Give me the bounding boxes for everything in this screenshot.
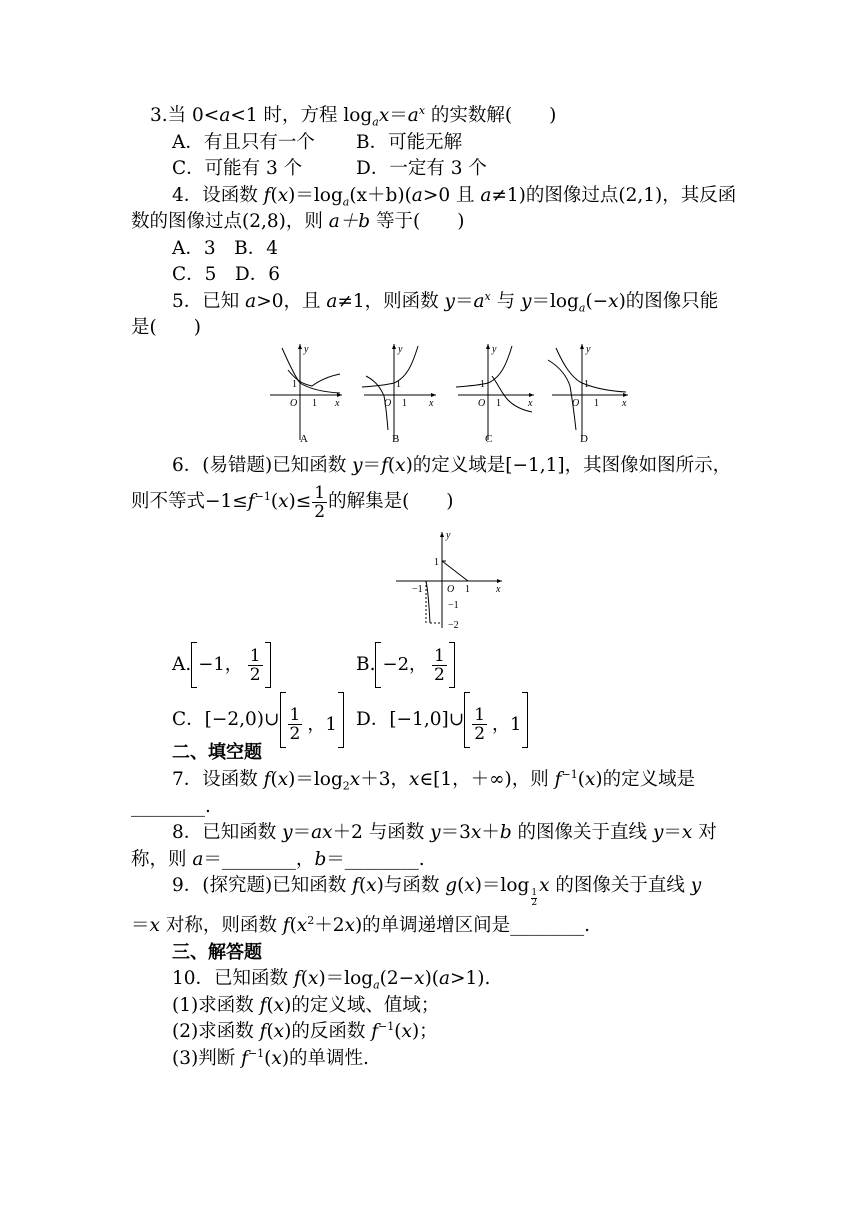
q5-graph-d [548, 344, 628, 445]
q5-a-y1: 1 [292, 379, 297, 390]
q5-a-y-label: y [304, 344, 309, 355]
q5-c-x1: 1 [496, 398, 501, 409]
q3-option-b: B．可能无解 [356, 132, 463, 153]
q5-d-x-label: x [622, 398, 627, 409]
q5-a-x-label: x [335, 398, 340, 409]
q6-graph-ym2: −2 [448, 620, 459, 631]
q9-stem-line2: ＝x 对称，则函数 $f(x^2+2x)$的单调递增区间是________. [131, 913, 591, 936]
q5-a-origin: O [290, 398, 298, 409]
q6-stem-line1: 6．(易错题)已知函数 y＝f(x)的定义域是[−1,1]，其图像如图所示， [172, 455, 732, 476]
q5-d-x1: 1 [594, 398, 599, 409]
q5-d-label: D [580, 433, 588, 445]
q4-stem-line1: 4．设函数 $f(x)=\log_a(x+b)(a>0$ 且 a≠1)的图像过点(2,1)，其反函 [172, 185, 737, 209]
q6-option-c: C．[−2,0)∪ $\frac{1}{2}$ ，1 [172, 692, 344, 748]
q5-c-x-label: x [528, 398, 533, 409]
q3-stem: 3.当 0<a<1 时，方程 $\log_ax=a^x$ 的实数解( ) [150, 103, 557, 129]
q8-stem-line1: 8．已知函数 y＝ax＋2 与函数 y＝3x＋b 的图像关于直线 y＝x 对 [172, 822, 717, 843]
q6-graph-x-label: x [496, 584, 501, 595]
q3-option-a: A．有且只有一个 [172, 132, 315, 153]
q6-graph-ym1: −1 [448, 600, 459, 611]
q5-b-x1: 1 [402, 398, 407, 409]
q5-d-origin: O [572, 398, 580, 409]
q5-graph-a [270, 344, 342, 445]
q4-options-cd: C．5 D．6 [172, 264, 281, 285]
q7-stem-line2: ________. [131, 796, 211, 817]
q5-b-label: B [392, 433, 400, 445]
q6-graph-x1: 1 [465, 584, 470, 595]
section-answer-title: 三、解答题 [172, 942, 262, 963]
q5-c-label: C [485, 433, 493, 445]
q6-graph-y-label: y [446, 530, 451, 541]
q6-graph-y1: 1 [434, 557, 439, 568]
q6-stem-line2: 则不等式$-1\le f^{-1}(x)\le$ $\frac{1}{2}$ 的解集是( ) [131, 482, 454, 522]
q4-stem-line2: 数的图像过点(2,8)，则 a＋b 等于( ) [131, 211, 465, 232]
q5-c-origin: O [478, 398, 486, 409]
q5-b-origin: O [384, 398, 392, 409]
q3-option-c: C．可能有 3 个 [172, 158, 303, 179]
q6-graph-origin: O [447, 584, 455, 595]
q5-graphs [262, 340, 632, 448]
q5-b-x-label: x [429, 398, 434, 409]
q5-graph-c [456, 344, 534, 445]
q6-option-d: D．[−1,0]∪ $\frac{1}{2}$ ，1 [356, 692, 528, 748]
q5-c-y-label: y [492, 344, 497, 355]
q5-stem-line1: 5．已知 a>0，且 a≠1，则函数 $y=a^x$ 与 $y=\log_a(-x)$的图像只能 [172, 289, 719, 315]
q9-stem-line1: 9．(探究题)已知函数 f(x)与函数 g(x)＝log $\frac{1}{2}$ x 的图像关于直线 y [172, 875, 702, 908]
q5-d-y-label: y [586, 344, 591, 355]
q4-options-ab: A．3 B．4 [172, 238, 278, 259]
q5-d-y1: 1 [584, 379, 589, 390]
q6-half-fraction: $\frac{1}{2}$ [314, 482, 326, 522]
q5-stem-line2: 是( ) [131, 317, 201, 338]
q5-a-x1: 1 [312, 398, 317, 409]
q5-graph-b [362, 344, 436, 445]
q5-b-y1: 1 [396, 379, 401, 390]
q10-subquestion-3: (3)判断 $f^{-1}(x)$的单调性. [172, 1046, 369, 1069]
q7-stem-line1: 7．设函数 $f(x)=\log_2x+3$，x∈[1，＋∞)，则 $f^{-1}(x)$的定义域是 [172, 767, 696, 793]
section-fill-in-title: 二、填空题 [172, 742, 262, 763]
q8-stem-line2: 称，则 a＝________，b＝________. [131, 849, 425, 870]
q6-option-b: B. −2， $\frac{1}{2}$ [356, 642, 455, 688]
q10-subquestion-2: (2)求函数 f(x)的反函数 $f^{-1}(x)$； [172, 1019, 438, 1042]
q5-a-label: A [300, 433, 308, 445]
q10-subquestion-1: (1)求函数 f(x)的定义域、值域； [172, 995, 440, 1016]
q6-graph [392, 528, 512, 632]
q10-stem: 10．已知函数 $f(x)=\log_a(2-x)(a>1)$. [172, 968, 491, 992]
q6-graph-xm1: −1 [412, 584, 423, 595]
q5-b-y-label: y [398, 344, 403, 355]
q6-option-a: A. −1， $\frac{1}{2}$ [172, 642, 271, 688]
q9-log-base-fraction: $\frac{1}{2}$ [531, 888, 538, 908]
q3-option-d: D．一定有 3 个 [356, 158, 487, 179]
q5-c-y1: 1 [480, 379, 485, 390]
